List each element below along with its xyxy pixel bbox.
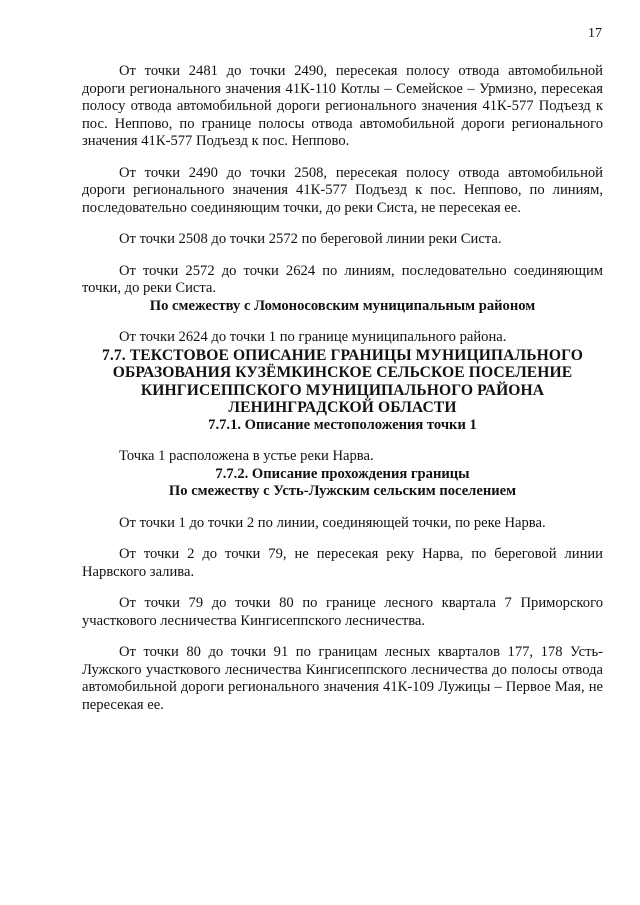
paragraph: От точки 80 до точки 91 по границам лесных кварталов 177, 178 Усть-Лужского участкового лесничества Кингисеппского лесничества до полосы отвода автомобильной дороги регионального значения 41К-109 Лужицы – Первое Мая, не пересекая ее. <box>82 644 603 713</box>
page-number: 17 <box>588 26 602 41</box>
paragraph: От точки 2481 до точки 2490, пересекая полосу отвода автомобильной дороги регионального значения 41К-110 Котлы – Семейское – Урмизно, пересекая полосу отвода автомобильной дороги регионального значения 41К-577 Подъезд к пос. Неппово, по границе полосы отвода автомобильной дороги регионального значения 41К-577 Подъезд к пос. Неппово. <box>82 63 603 149</box>
paragraph: От точки 2490 до точки 2508, пересекая полосу отвода автомобильной дороги регионального значения 41К-577 Подъезд к пос. Неппово, по линиям, последовательно соединяющим точки, до реки Систа, не пересекая ее. <box>82 164 603 216</box>
subheading-ust-luga: По смежеству с Усть-Лужским сельским поселением <box>168 483 517 500</box>
paragraph: От точки 79 до точки 80 по границе лесного квартала 7 Приморского участкового лесничества Кингисеппского лесничества. <box>82 595 603 629</box>
paragraph: От точки 2508 до точки 2572 по береговой линии реки Систа. <box>119 231 502 247</box>
paragraph: Точка 1 расположена в устье реки Нарва. <box>119 448 374 465</box>
section-heading-7-7: 7.7. ТЕКСТОВОЕ ОПИСАНИЕ ГРАНИЦЫ МУНИЦИПАЛЬНОГО ОБРАЗОВАНИЯ КУЗЁМКИНСКОЕ СЕЛЬСКОЕ ПОСЕЛЕНИЕ КИНГИСЕППСКОГО МУНИЦИПАЛЬНОГО РАЙОНА ЛЕНИНГРАДСКОЙ ОБЛАСТИ <box>102 346 583 417</box>
document-body <box>82 63 603 714</box>
subheading-7-7-1: 7.7.1. Описание местоположения точки 1 <box>208 416 477 433</box>
paragraph: От точки 2624 до точки 1 по границе муниципального района. <box>119 329 507 345</box>
paragraph: От точки 2 до точки 79, не пересекая реку Нарва, по береговой линии Нарвского залива. <box>82 546 603 580</box>
subheading-lomonosov: По смежеству с Ломоносовским муниципальным районом <box>149 297 536 314</box>
paragraph: От точки 2572 до точки 2624 по линиям, последовательно соединяющим точки, до реки Систа. <box>82 262 603 296</box>
paragraph: От точки 1 до точки 2 по линии, соединяющей точки, по реке Нарва. <box>119 514 546 531</box>
subheading-7-7-2: 7.7.2. Описание прохождения границы <box>215 465 470 482</box>
